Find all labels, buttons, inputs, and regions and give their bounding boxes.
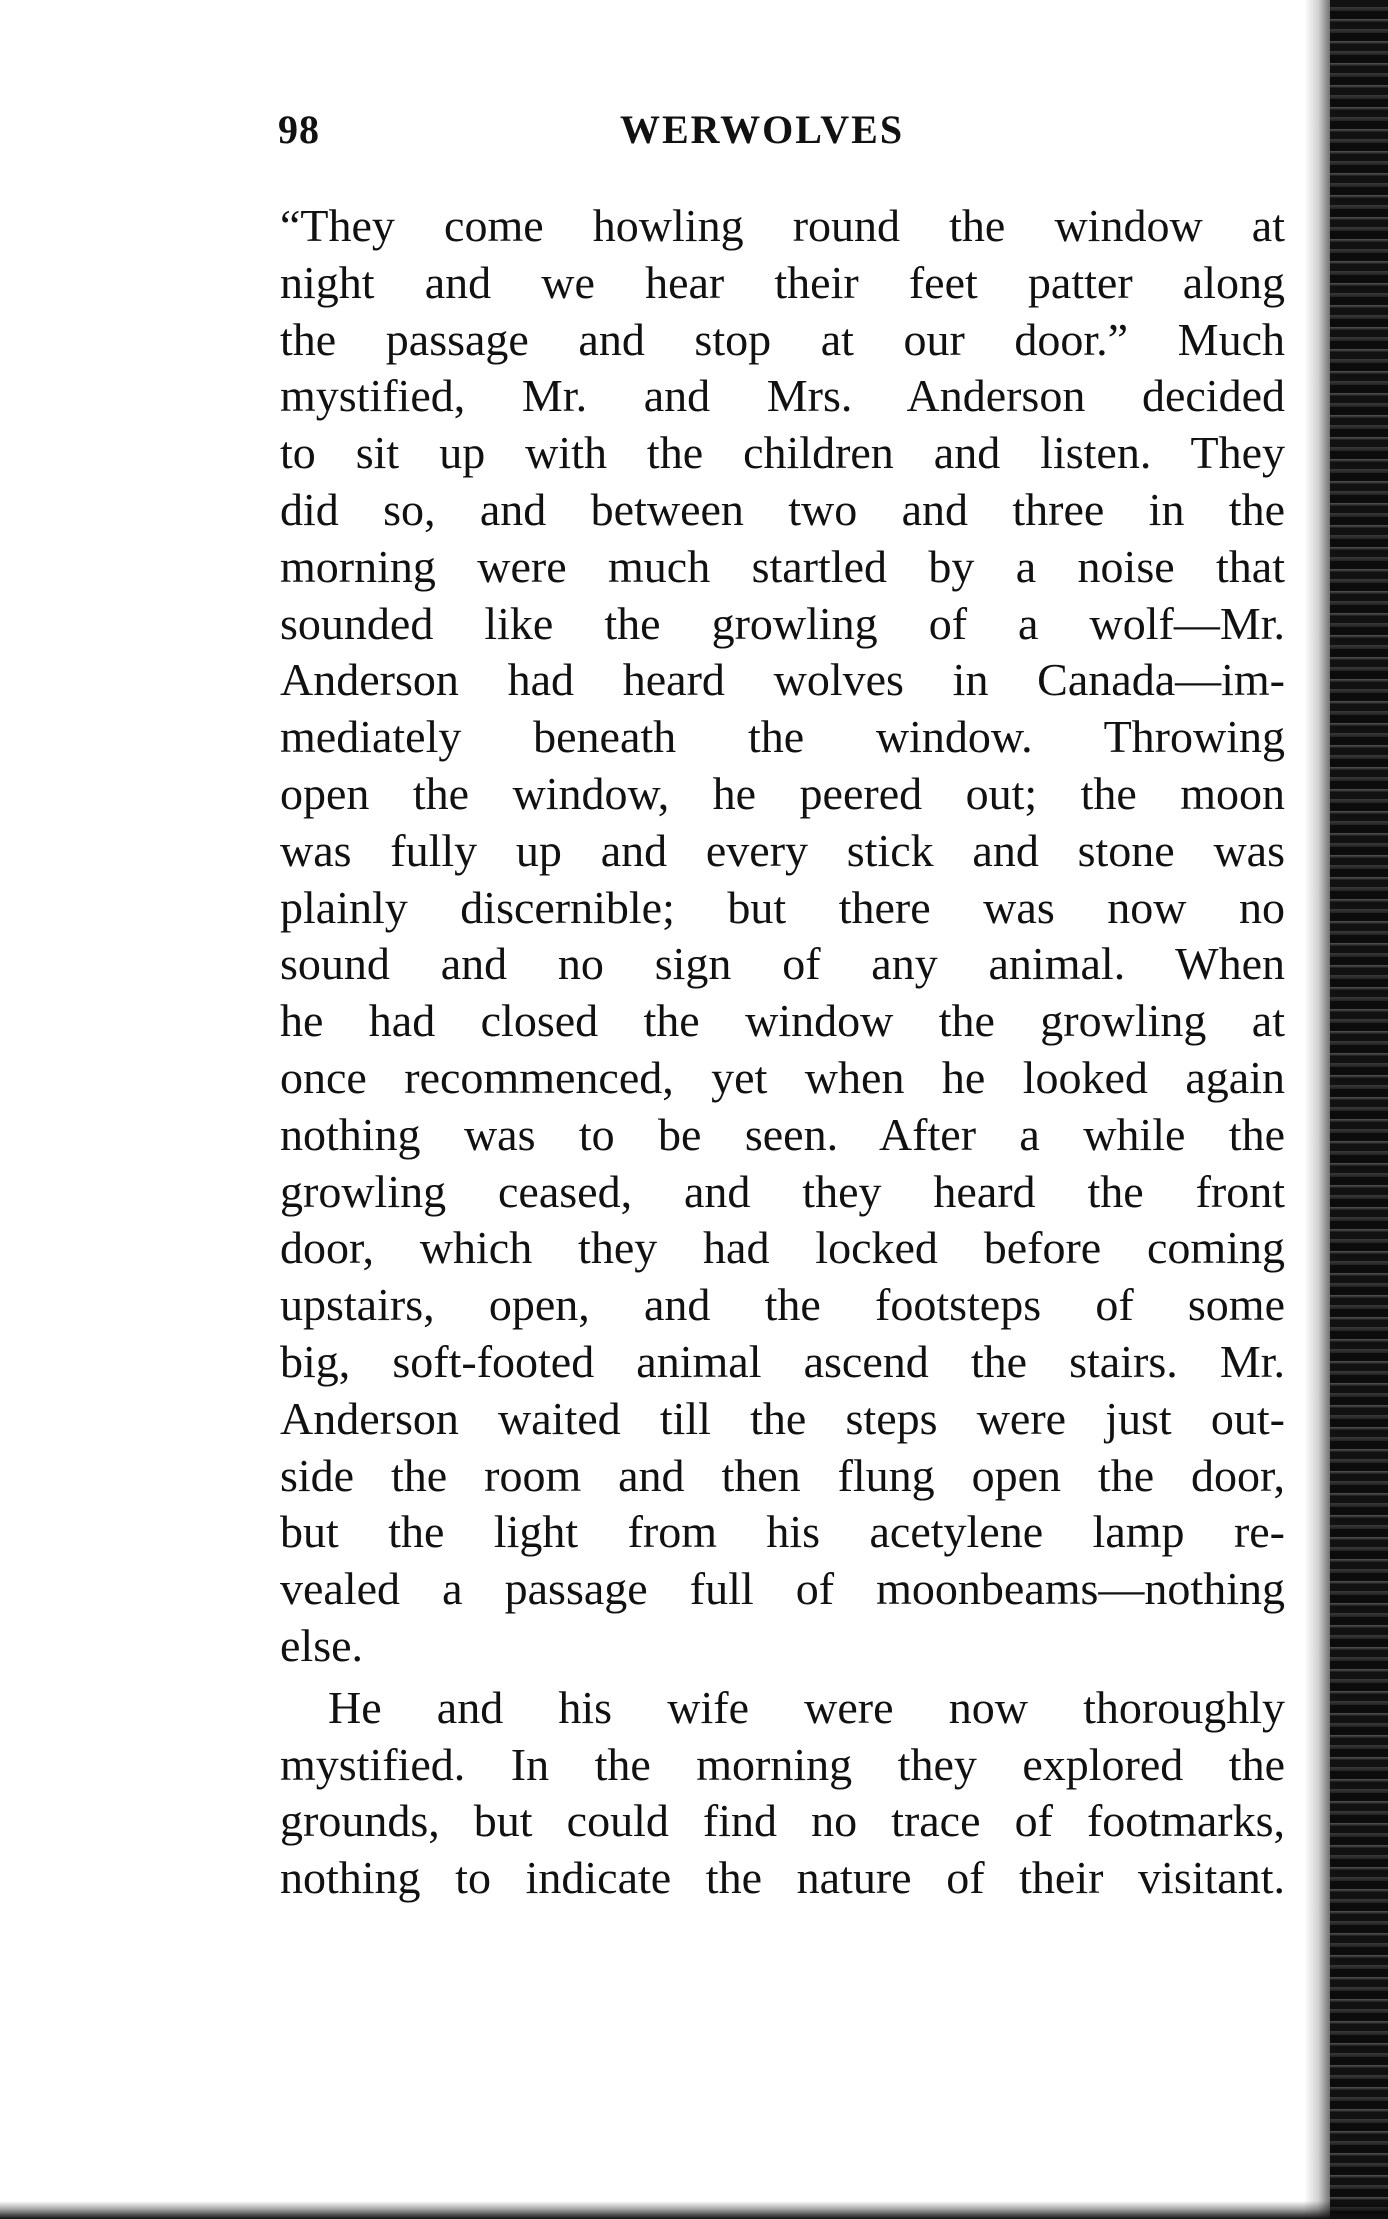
- text-line: sounded like the growling of a wolf—Mr.: [280, 597, 1285, 649]
- text-line: Anderson waited till the steps were just out-: [280, 1392, 1285, 1444]
- text-line: “They come howling round the window at: [280, 200, 1285, 251]
- text-line: was fully up and every stick and stone was: [280, 824, 1285, 876]
- text-line: but the light from his acetylene lamp re-: [280, 1506, 1285, 1558]
- text-line: sound and no sign of any animal. When: [280, 938, 1285, 990]
- text-line: Anderson had heard wolves in Canada—im-: [280, 654, 1285, 706]
- text-line: plainly discernible; but there was now no: [280, 881, 1285, 933]
- bottom-page-edge: [0, 2201, 1388, 2219]
- text-line: morning were much startled by a noise that: [280, 540, 1285, 592]
- running-title: WERWOLVES: [620, 107, 905, 152]
- text-line: growling ceased, and they heard the front: [280, 1165, 1285, 1217]
- text-line: nothing was to be seen. After a while the: [280, 1108, 1285, 1160]
- text-line: did so, and between two and three in the: [280, 483, 1285, 535]
- page-header: [270, 106, 1290, 166]
- text-line: nothing to indicate the nature of their visitant.: [280, 1852, 1285, 1904]
- text-line: mediately beneath the window. Throwing: [280, 711, 1285, 763]
- text-line: the passage and stop at our door.” Much: [280, 313, 1285, 365]
- text-line: mystified, Mr. and Mrs. Anderson decided: [280, 370, 1285, 422]
- paragraph-2: [280, 1680, 1285, 1907]
- text-line: He and his wife were now thoroughly: [328, 1681, 1285, 1733]
- text-line: once recommenced, yet when he looked again: [280, 1051, 1285, 1103]
- text-line: door, which they had locked before coming: [280, 1222, 1285, 1274]
- text-line: side the room and then flung open the door,: [280, 1449, 1285, 1501]
- binding-shadow: [1304, 0, 1330, 2219]
- text-line: open the window, he peered out; the moon: [280, 767, 1285, 819]
- page-number: 98: [278, 107, 320, 152]
- paragraph-1: [280, 198, 1285, 1675]
- text-line: night and we hear their feet patter along: [280, 256, 1285, 308]
- text-line: he had closed the window the growling at: [280, 995, 1285, 1047]
- text-line: to sit up with the children and listen. They: [280, 427, 1285, 479]
- text-line: vealed a passage full of moonbeams—nothing: [280, 1563, 1285, 1615]
- binding-edge: [1330, 0, 1388, 2219]
- text-line: upstairs, open, and the footsteps of some: [280, 1279, 1285, 1331]
- text-line: else.: [280, 1619, 364, 1671]
- text-line: grounds, but could find no trace of footmarks,: [280, 1795, 1285, 1847]
- body-text: [280, 198, 1285, 1907]
- text-line: mystified. In the morning they explored the: [280, 1738, 1285, 1790]
- text-line: big, soft-footed animal ascend the stairs. Mr.: [280, 1335, 1285, 1387]
